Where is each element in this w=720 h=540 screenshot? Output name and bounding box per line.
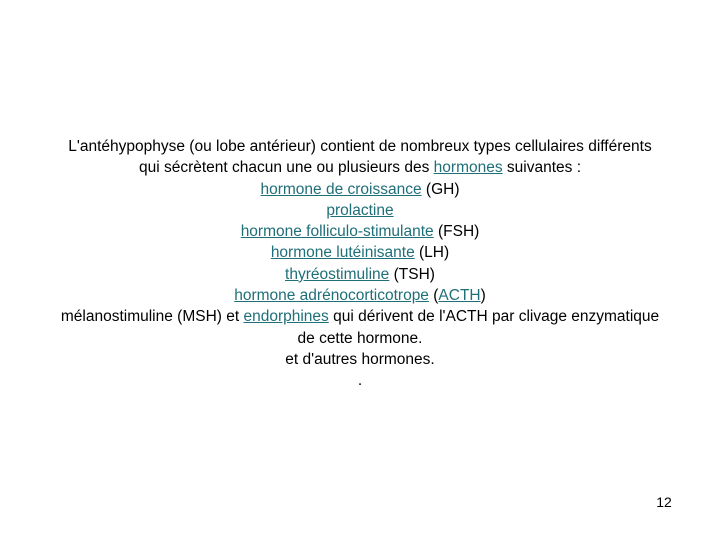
endorphines-link[interactable]: endorphines: [243, 308, 329, 326]
intro-line-2: [0, 157, 720, 178]
acth-link[interactable]: hormone adrénocorticotrope: [234, 287, 429, 305]
intro-text-b: suivantes :: [502, 159, 582, 177]
acth-open-paren: (: [428, 287, 439, 305]
intro-text-a: qui sécrètent chacun une ou plusieurs des: [138, 159, 434, 177]
hormone-item-acth: [0, 285, 720, 306]
lh-link[interactable]: hormone lutéinisante: [270, 244, 415, 262]
msh-text-a: mélanostimuline (MSH) et: [60, 308, 244, 326]
lh-abbr: (LH): [414, 244, 450, 262]
others-line: et d'autres hormones.: [285, 350, 435, 368]
prolactine-link[interactable]: prolactine: [326, 201, 394, 219]
fsh-abbr: (FSH): [433, 223, 480, 241]
gh-abbr: (GH): [421, 180, 460, 198]
hormones-link[interactable]: hormones: [433, 159, 503, 177]
hormone-item-gh: [0, 179, 720, 200]
acth-abbr-link[interactable]: ACTH: [438, 287, 481, 305]
msh-line-2: de cette hormone.: [297, 329, 423, 347]
fsh-link[interactable]: hormone folliculo-stimulante: [240, 223, 434, 241]
msh-text-b: qui dérivent de l'ACTH par clivage enzymatique: [328, 308, 660, 326]
dot-line: .: [357, 372, 363, 390]
tsh-link[interactable]: thyréostimuline: [285, 265, 390, 283]
hormone-item-tsh: [0, 264, 720, 285]
slide-body: [0, 136, 720, 392]
acth-close-paren: ): [480, 287, 486, 305]
growth-hormone-link[interactable]: hormone de croissance: [260, 180, 422, 198]
hormone-item-prolactine: [0, 200, 720, 221]
hormone-item-lh: [0, 242, 720, 263]
msh-line-1: [0, 306, 720, 327]
hormone-item-fsh: [0, 221, 720, 242]
page-number: 12: [656, 494, 672, 510]
intro-line-1: L'antéhypophyse (ou lobe antérieur) contient de nombreux types cellulaires différents: [68, 138, 652, 155]
tsh-abbr: (TSH): [389, 265, 435, 283]
